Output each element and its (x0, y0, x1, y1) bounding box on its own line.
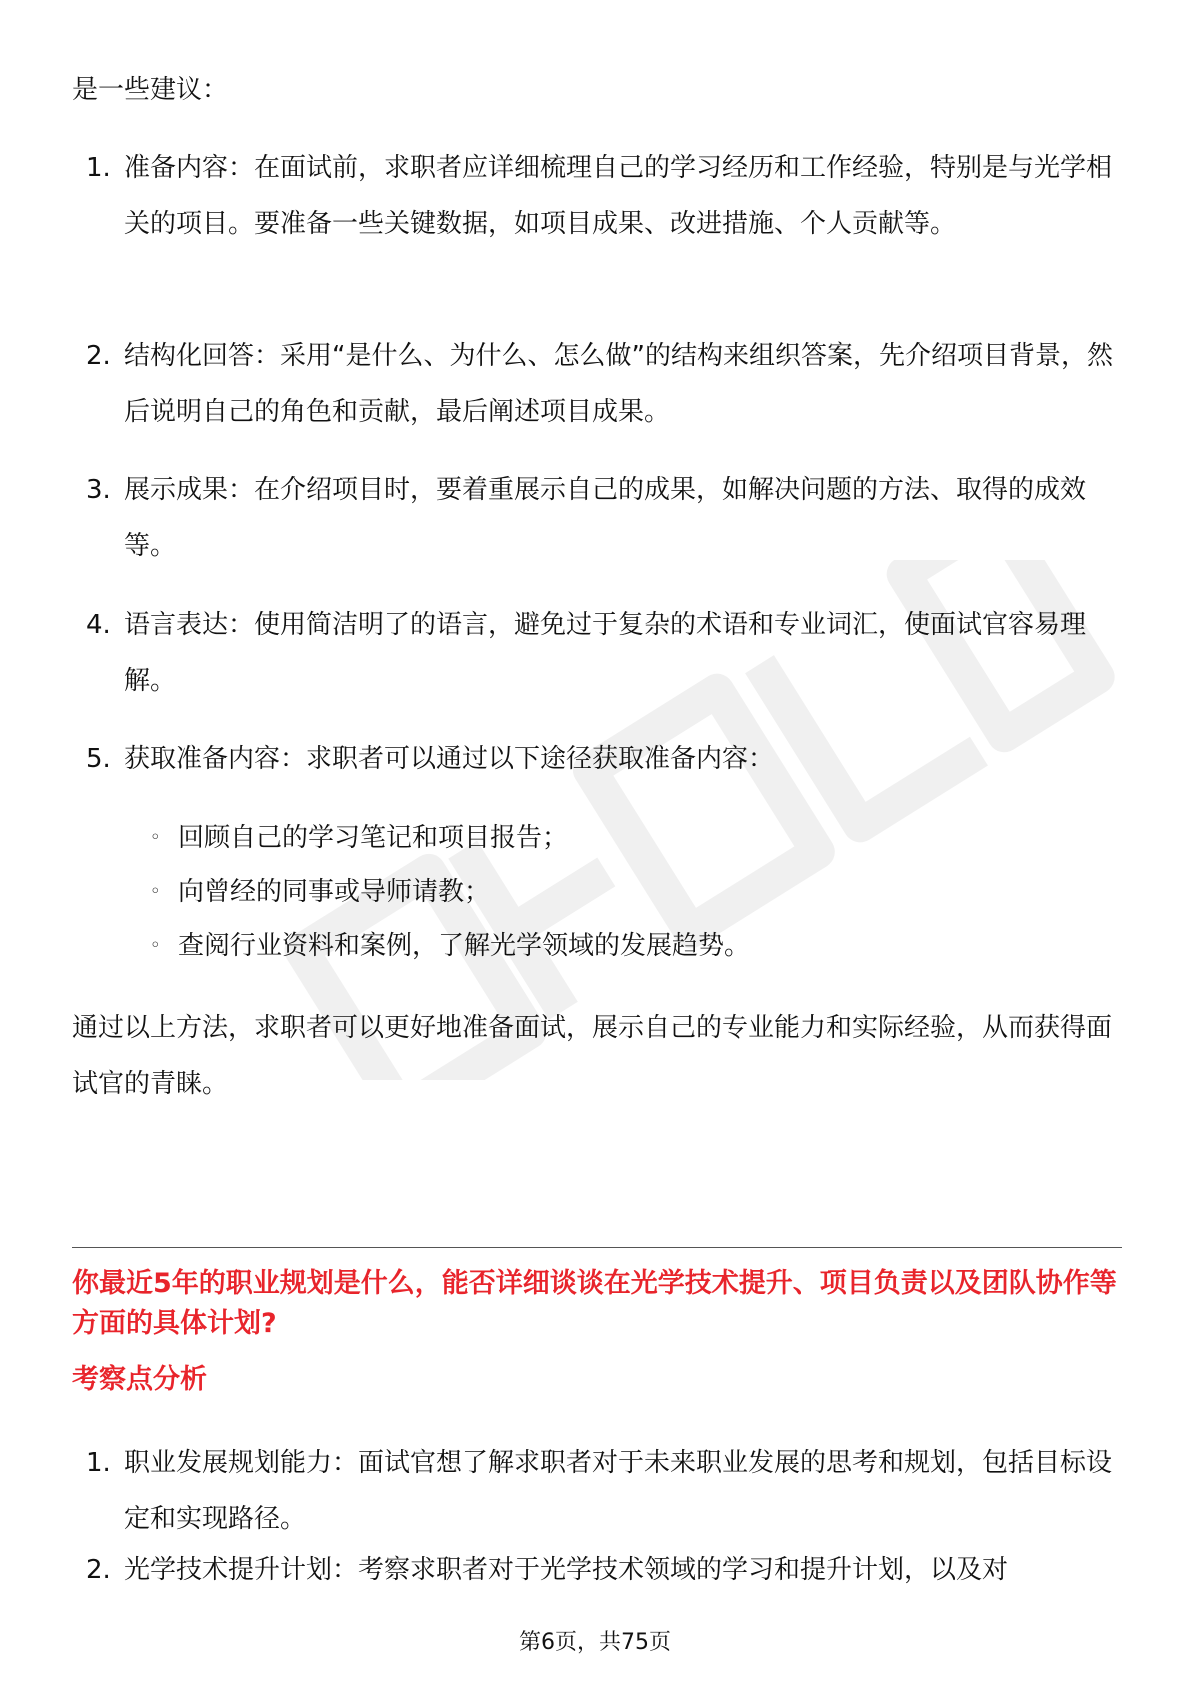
tip-text: 展示成果：在介绍项目时，要着重展示自己的成果，如解决问题的方法、取得的成效等。 (124, 475, 1087, 561)
interview-question: 你最近5年的职业规划是什么，能否详细谈谈在光学技术提升、项目负责以及团队协作等方面的具体计划? (72, 1268, 1117, 1339)
tip-text: 语言表达：使用简洁明了的语言，避免过于复杂的术语和专业词汇，使面试官容易理解。 (124, 610, 1087, 696)
conclusion-paragraph: 通过以上方法，求职者可以更好地准备面试，展示自己的专业能力和实际经验，从而获得面试官的青睐。 (72, 1013, 1113, 1099)
tip-number: 4. (86, 610, 111, 640)
tip-text: 结构化回答：采用“是什么、为什么、怎么做”的结构来组织答案，先介绍项目背景，然后说明自己的角色和贡献，最后阐述项目成果。 (124, 341, 1113, 427)
tip-number: 3. (86, 475, 111, 505)
analysis-number: 2. (86, 1555, 111, 1585)
section-divider (72, 1247, 1122, 1248)
analysis-text: 光学技术提升计划：考察求职者对于光学技术领域的学习和提升计划，以及对 (124, 1555, 1009, 1585)
page-footer: 第6页，共75页 (519, 1630, 671, 1655)
circle-bullet-icon: ◦ (150, 827, 161, 848)
sub-bullet-text: 回顾自己的学习笔记和项目报告； (178, 823, 569, 853)
tip-number: 2. (86, 341, 111, 371)
analysis-heading: 考察点分析 (72, 1364, 207, 1395)
circle-bullet-icon: ◦ (150, 935, 161, 956)
sub-bullet-text: 查阅行业资料和案例，了解光学领域的发展趋势。 (178, 931, 751, 961)
tip-item-5 (72, 731, 1122, 787)
sub-bullet-text: 向曾经的同事或导师请教； (178, 877, 491, 907)
tip-item-1 (72, 140, 1122, 252)
analysis-number: 1. (86, 1448, 111, 1478)
tip-item-3 (72, 462, 1122, 574)
tip-number: 1. (86, 153, 111, 183)
sub-bullet-1 (150, 810, 1100, 866)
sub-bullet-3 (150, 918, 1100, 974)
analysis-item-1 (72, 1435, 1122, 1547)
analysis-text: 职业发展规划能力：面试官想了解求职者对于未来职业发展的思考和规划，包括目标设定和实现路径。 (124, 1448, 1113, 1534)
analysis-item-2 (72, 1542, 1122, 1598)
sub-bullet-2 (150, 864, 1100, 920)
tip-item-4 (72, 597, 1122, 709)
tip-number: 5. (86, 744, 111, 774)
tip-text: 准备内容：在面试前，求职者应详细梳理自己的学习经历和工作经验，特别是与光学相关的项目。要准备一些关键数据，如项目成果、改进措施、个人贡献等。 (124, 153, 1113, 239)
tip-item-2 (72, 328, 1122, 440)
circle-bullet-icon: ◦ (150, 881, 161, 902)
intro-line: 是一些建议： (72, 75, 229, 105)
tip-text: 获取准备内容：求职者可以通过以下途径获取准备内容： (124, 744, 775, 774)
